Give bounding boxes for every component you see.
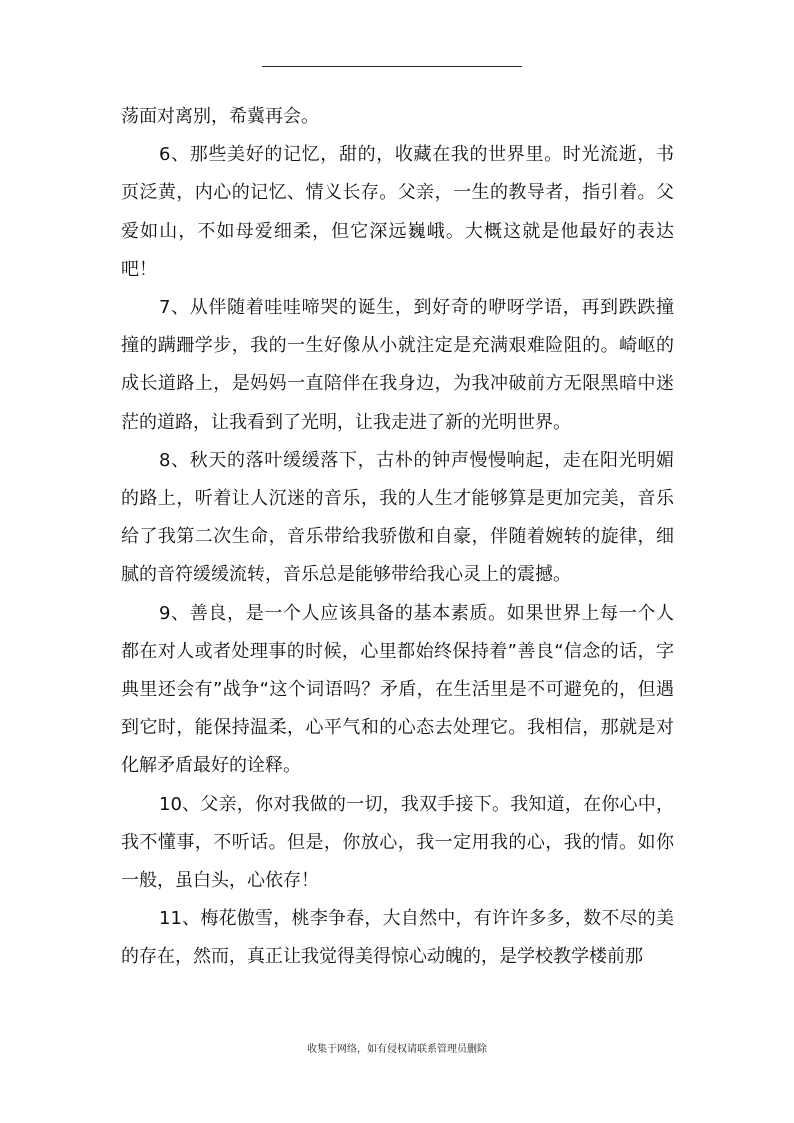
paragraph-6: 6、那些美好的记忆，甜的，收藏在我的世界里。时光流逝，书页泛黄，内心的记忆、情义长存。父亲，一生的教导者，指引着。父爱如山，不如母爱细柔，但它深远巍峨。大概这就是他最好的表达吧！ — [121, 144, 674, 280]
paragraph-8: 8、秋天的落叶缓缓落下，古朴的钟声慢慢响起，走在阳光明媚的路上，听着让人沉迷的音乐，我的人生才能够算是更加完美，音乐给了我第二次生命，音乐带给我骄傲和自豪，伴随着婉转的旋律，细腻的音符缓缓流转，音乐总是能够带给我心灵上的震撼。 — [121, 449, 674, 586]
page-footer: 收集于网络，如有侵权请联系管理员删除 — [307, 1044, 487, 1055]
header-rule — [262, 66, 522, 67]
paragraph-10: 10、父亲，你对我做的一切，我双手接下。我知道，在你心中，我不懂事，不听话。但是，你放心，我一定用我的心，我的情。如你一般，虽白头，心依存！ — [121, 793, 674, 892]
document-body — [121, 98, 674, 977]
paragraph-7: 7、从伴随着哇哇啼哭的诞生，到好奇的咿呀学语，再到跌跌撞撞的蹒跚学步，我的一生好像从小就注定是充满艰难险阻的。崎岖的成长道路上，是妈妈一直陪伴在我身边，为我冲破前方无限黑暗中迷茫的道路，让我看到了光明，让我走进了新的光明世界。 — [121, 297, 674, 433]
paragraph-9: 9、善良，是一个人应该具备的基本素质。如果世界上每一个人都在对人或者处理事的时候，心里都始终保持着”善良“信念的话，字典里还会有”战争“这个词语吗？矛盾，在生活里是不可避免的，但遇到它时，能保持温柔，心平气和的心态去处理它。我相信，那就是对化解矛盾最好的诠释。 — [121, 602, 674, 777]
paragraph-continuation: 荡面对离别，希冀再会。 — [121, 106, 319, 127]
paragraph-11: 11、梅花傲雪，桃李争春，大自然中，有许许多多，数不尽的美的存在，然而，真正让我觉得美得惊心动魄的，是学校教学楼前那 — [121, 908, 674, 968]
